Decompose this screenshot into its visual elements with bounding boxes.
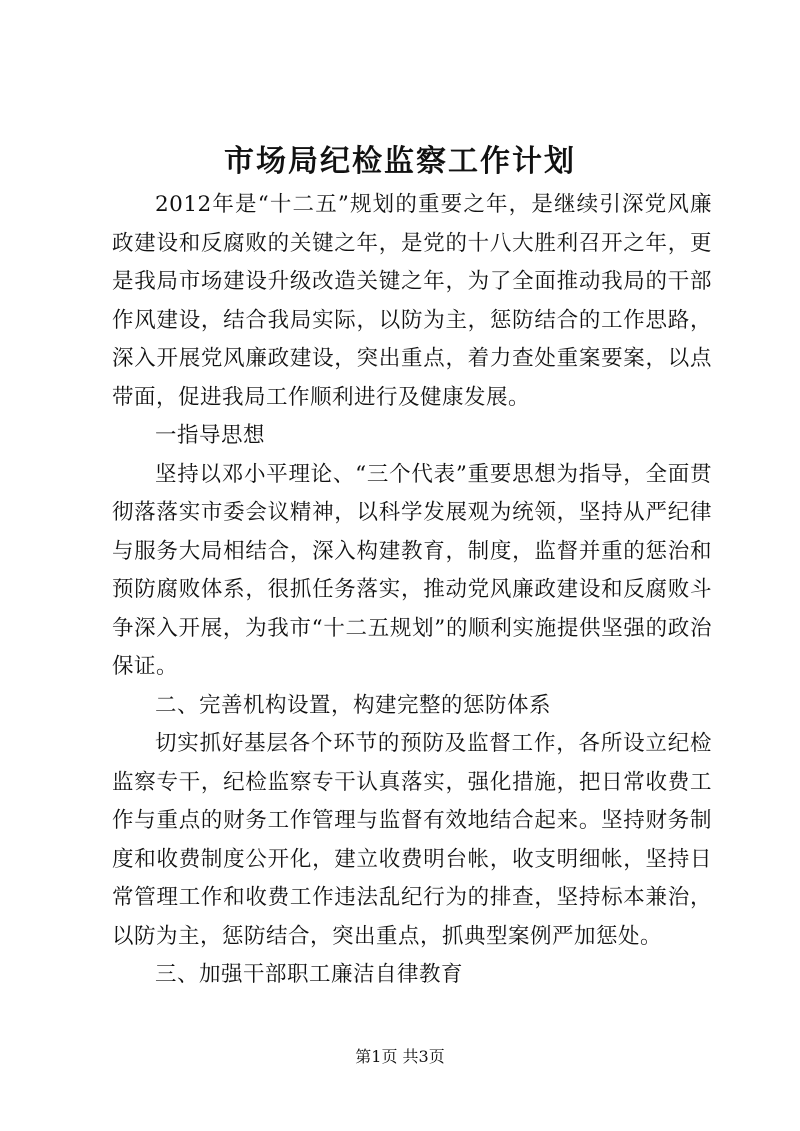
heading-section-three: 三、加强干部职工廉洁自律教育 [155,962,464,987]
document-title: 市场局纪检监察工作计划 [224,144,576,179]
paragraph-section-two: 切实抓好基层各个环节的预防及监督工作，各所设立纪检监察专干，纪检监察专干认真落实，强化措施，把日常收费工作与重点的财务工作管理与监督有效地结合起来。坚持财务制度和收费制度公开化，建立收费明台帐，收支明细帐，坚持日常管理工作和收费工作违法乱纪行为的排查，坚持标本兼治，以防为主，惩防结合，突出重点，抓典型案例严加惩处。 [112,731,712,949]
heading-section-two: 二、完善机构设置，构建完整的惩防体系 [155,692,552,718]
heading-guiding-thought: 一指导思想 [155,423,266,448]
document-body [112,186,712,995]
paragraph-intro: 2012年是“十二五”规划的重要之年，是继续引深党风廉政建设和反腐败的关键之年，是党的十八大胜利召开之年，更是我局市场建设升级改造关键之年，为了全面推动我局的干部作风建设，结合我局实际，以防为主，惩防结合的工作思路，深入开展党风廉政建设，突出重点，着力查处重案要案，以点带面，促进我局工作顺利进行及健康发展。 [112,192,712,410]
page-footer: 第1页 共3页 [355,1047,445,1066]
paragraph-guiding-thought: 坚持以邓小平理论、“三个代表”重要思想为指导，全面贯彻落落实市委会议精神，以科学发展观为统领，坚持从严纪律与服务大局相结合，深入构建教育，制度，监督并重的惩治和预防腐败体系，很抓任务落实，推动党风廉政建设和反腐败斗争深入开展，为我市“十二五规划”的顺利实施提供坚强的政治保证。 [112,461,712,679]
